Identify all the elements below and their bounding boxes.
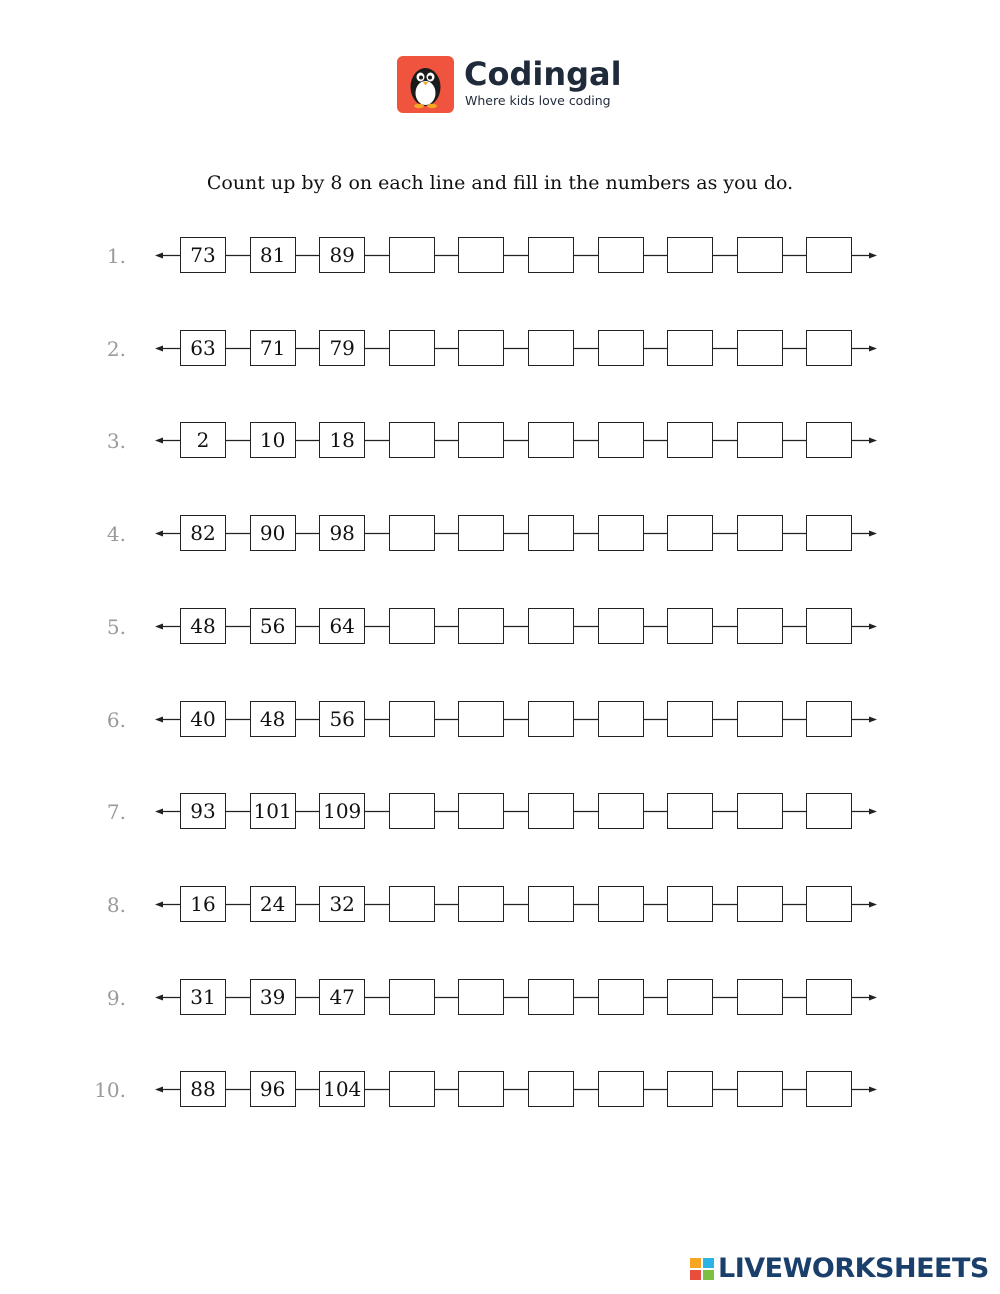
answer-box[interactable] — [528, 515, 574, 551]
answer-box[interactable] — [458, 422, 504, 458]
row-number: 9. — [106, 985, 126, 1010]
brand-name: Codingal — [464, 55, 622, 93]
answer-box[interactable] — [598, 237, 644, 273]
answer-box[interactable] — [528, 608, 574, 644]
answer-box[interactable] — [389, 1071, 435, 1107]
answer-box[interactable] — [667, 608, 713, 644]
answer-box[interactable] — [528, 886, 574, 922]
row-number: 5. — [106, 614, 126, 639]
number-line — [155, 885, 877, 925]
given-number-box: 98 — [319, 515, 365, 551]
given-number-box: 18 — [319, 422, 365, 458]
number-line-row — [0, 978, 1000, 1018]
given-number-box: 89 — [319, 237, 365, 273]
row-number: 1. — [106, 244, 126, 268]
answer-box[interactable] — [737, 422, 783, 458]
given-number-box: 48 — [250, 701, 296, 737]
brand-tagline: Where kids love coding — [465, 93, 611, 108]
penguin-icon — [397, 56, 454, 113]
given-number-box: 56 — [319, 701, 365, 737]
answer-box[interactable] — [528, 422, 574, 458]
answer-box[interactable] — [737, 515, 783, 551]
answer-box[interactable] — [528, 979, 574, 1015]
given-number-box: 79 — [319, 330, 365, 366]
number-line — [155, 1070, 877, 1110]
row-number: 6. — [106, 707, 126, 732]
answer-box[interactable] — [598, 608, 644, 644]
answer-box[interactable] — [598, 515, 644, 551]
given-number-box: 40 — [180, 701, 226, 737]
number-line — [155, 514, 877, 554]
given-number-box: 63 — [180, 330, 226, 366]
answer-box[interactable] — [598, 330, 644, 366]
answer-box[interactable] — [598, 422, 644, 458]
answer-box[interactable] — [458, 515, 504, 551]
answer-box[interactable] — [737, 886, 783, 922]
answer-box[interactable] — [458, 886, 504, 922]
row-number: 10. — [94, 1078, 126, 1103]
given-number-box: 88 — [180, 1071, 226, 1107]
answer-box[interactable] — [389, 422, 435, 458]
answer-box[interactable] — [667, 330, 713, 366]
given-number-box: 104 — [319, 1071, 365, 1107]
given-number-box: 32 — [319, 886, 365, 922]
number-line — [155, 607, 877, 647]
answer-box[interactable] — [528, 793, 574, 829]
given-number-box: 10 — [250, 422, 296, 458]
given-number-box: 47 — [319, 979, 365, 1015]
answer-box[interactable] — [806, 515, 852, 551]
number-line-row — [0, 792, 1000, 832]
number-line — [155, 978, 877, 1018]
given-number-box: 56 — [250, 608, 296, 644]
given-number-box: 82 — [180, 515, 226, 551]
given-number-box: 71 — [250, 330, 296, 366]
answer-box[interactable] — [667, 515, 713, 551]
answer-box[interactable] — [389, 608, 435, 644]
number-line — [155, 236, 877, 276]
row-number: 2. — [106, 336, 126, 361]
number-line — [155, 329, 877, 369]
given-number-box: 96 — [250, 1071, 296, 1107]
liveworksheets-icon — [690, 1258, 716, 1282]
answer-box[interactable] — [806, 608, 852, 644]
answer-box[interactable] — [458, 979, 504, 1015]
given-number-box: 101 — [250, 793, 296, 829]
liveworksheets-logo — [690, 1254, 990, 1284]
row-number: 4. — [106, 522, 126, 547]
answer-box[interactable] — [528, 330, 574, 366]
number-line-row — [0, 329, 1000, 369]
answer-box[interactable] — [389, 886, 435, 922]
answer-box[interactable] — [458, 1071, 504, 1107]
answer-box[interactable] — [598, 886, 644, 922]
given-number-box: 73 — [180, 237, 226, 273]
number-line — [155, 421, 877, 461]
answer-box[interactable] — [598, 793, 644, 829]
answer-box[interactable] — [389, 515, 435, 551]
number-line-row — [0, 236, 1000, 276]
answer-box[interactable] — [598, 701, 644, 737]
answer-box[interactable] — [667, 237, 713, 273]
given-number-box: 16 — [180, 886, 226, 922]
row-number: 8. — [106, 892, 126, 917]
answer-box[interactable] — [806, 793, 852, 829]
answer-box[interactable] — [667, 886, 713, 922]
answer-box[interactable] — [737, 608, 783, 644]
given-number-box: 90 — [250, 515, 296, 551]
answer-box[interactable] — [528, 701, 574, 737]
answer-box[interactable] — [389, 793, 435, 829]
number-line-row — [0, 607, 1000, 647]
answer-box[interactable] — [806, 422, 852, 458]
given-number-box: 2 — [180, 422, 226, 458]
answer-box[interactable] — [667, 701, 713, 737]
liveworksheets-brand: LIVEWORKSHEETS — [718, 1253, 989, 1284]
answer-box[interactable] — [389, 237, 435, 273]
worksheet-instruction: Count up by 8 on each line and fill in the numbers as you do. — [206, 172, 794, 194]
answer-box[interactable] — [806, 330, 852, 366]
number-line-row — [0, 885, 1000, 925]
given-number-box: 81 — [250, 237, 296, 273]
answer-box[interactable] — [737, 237, 783, 273]
answer-box[interactable] — [458, 793, 504, 829]
answer-box[interactable] — [737, 330, 783, 366]
given-number-box: 24 — [250, 886, 296, 922]
answer-box[interactable] — [598, 979, 644, 1015]
number-line-row — [0, 700, 1000, 740]
answer-box[interactable] — [528, 237, 574, 273]
given-number-box: 48 — [180, 608, 226, 644]
row-number: 7. — [106, 800, 126, 825]
answer-box[interactable] — [458, 237, 504, 273]
answer-box[interactable] — [806, 886, 852, 922]
answer-box[interactable] — [806, 1071, 852, 1107]
answer-box[interactable] — [806, 237, 852, 273]
answer-box[interactable] — [598, 1071, 644, 1107]
answer-box[interactable] — [528, 1071, 574, 1107]
number-line-row — [0, 1070, 1000, 1110]
answer-box[interactable] — [667, 422, 713, 458]
number-line — [155, 792, 877, 832]
given-number-box: 31 — [180, 979, 226, 1015]
answer-box[interactable] — [806, 979, 852, 1015]
answer-box[interactable] — [389, 979, 435, 1015]
given-number-box: 64 — [319, 608, 365, 644]
row-number: 3. — [106, 429, 126, 454]
number-line — [155, 700, 877, 740]
codingal-logo — [397, 56, 627, 116]
number-line-row — [0, 421, 1000, 461]
answer-box[interactable] — [458, 701, 504, 737]
answer-box[interactable] — [389, 701, 435, 737]
answer-box[interactable] — [389, 330, 435, 366]
answer-box[interactable] — [737, 1071, 783, 1107]
given-number-box: 93 — [180, 793, 226, 829]
answer-box[interactable] — [737, 793, 783, 829]
answer-box[interactable] — [667, 979, 713, 1015]
number-line-row — [0, 514, 1000, 554]
answer-box[interactable] — [458, 330, 504, 366]
answer-box[interactable] — [737, 979, 783, 1015]
answer-box[interactable] — [806, 701, 852, 737]
answer-box[interactable] — [667, 1071, 713, 1107]
answer-box[interactable] — [667, 793, 713, 829]
given-number-box: 39 — [250, 979, 296, 1015]
answer-box[interactable] — [737, 701, 783, 737]
given-number-box: 109 — [319, 793, 365, 829]
answer-box[interactable] — [458, 608, 504, 644]
